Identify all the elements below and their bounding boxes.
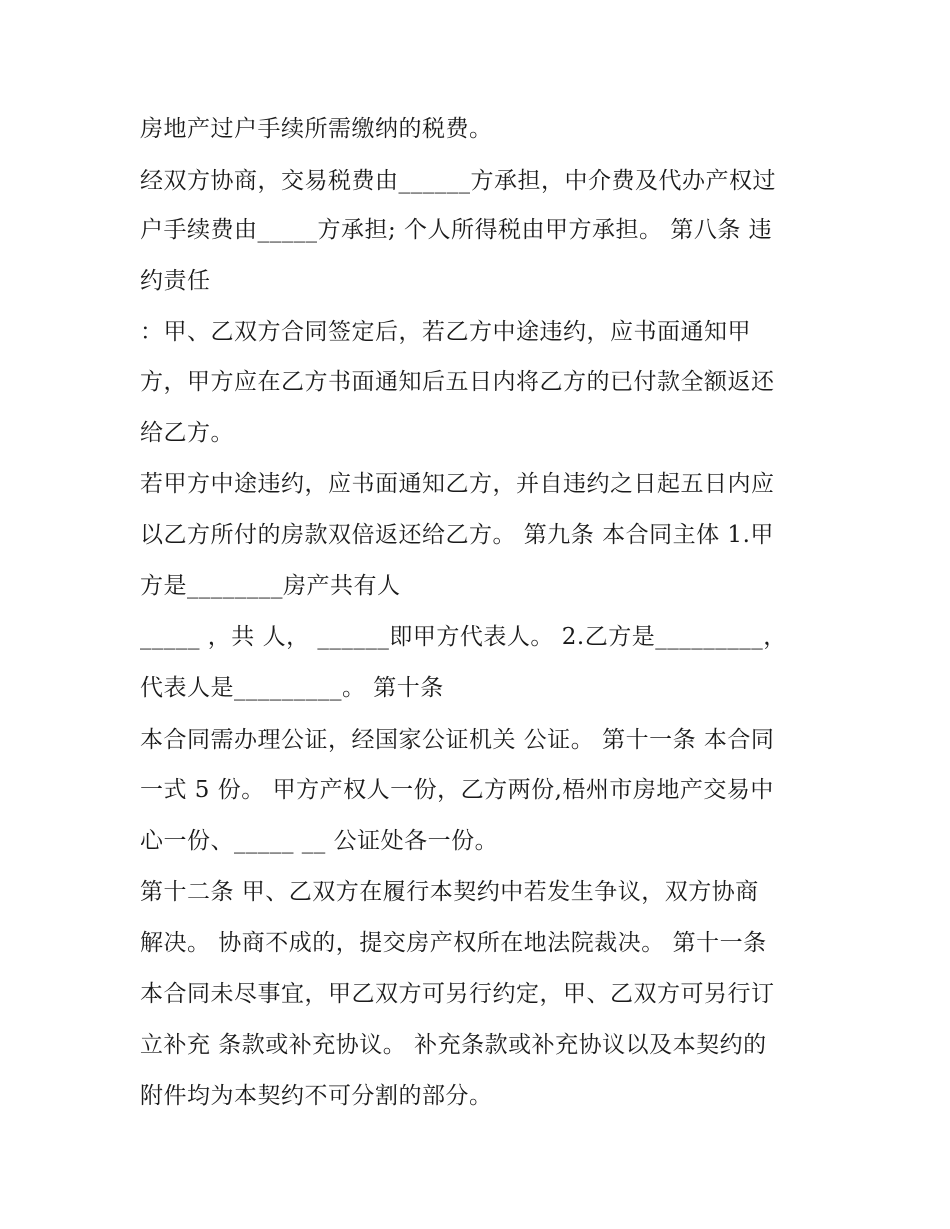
text-line: 一式 5 份。 甲方产权人一份，乙方两份,梧州市房地产交易中 [140,777,774,803]
text-line: 附件均为本契约不可分割的部分。 [140,1083,493,1109]
text-line: 方是________房产共有人 [140,573,401,599]
text-line: 本合同未尽事宜，甲乙双方可另行约定，甲、乙双方可另行订 [140,981,775,1007]
text-line: 约责任 [140,268,211,294]
text-line: ：甲、乙双方合同签定后，若乙方中途违约，应书面通知甲 [140,319,751,345]
text-line: 第十二条 甲、乙双方在履行本契约中若发生争议，双方协商 [140,879,759,905]
text-line: 以乙方所付的房款双倍返还给乙方。 第九条 本合同主体 1.甲 [140,522,774,548]
text-line: 本合同需办理公证，经国家公证机关 公证。 第十一条 本合同 [140,727,775,753]
text-line: 心一份、_____ __ 公证处各一份。 [140,828,499,854]
text-line: 房地产过户手续所需缴纳的税费。 [140,116,493,142]
text-line: 经双方协商，交易税费由______方承担，中介费及代办产权过 [140,168,776,194]
text-line: _____ ，共 人， ______即甲方代表人。 2.乙方是_________， [140,624,787,650]
text-line: 给乙方。 [140,420,234,446]
text-line: 解决。 协商不成的，提交房产权所在地法院裁决。 第十一条 [140,930,767,956]
text-line: 代表人是_________。 第十条 [140,675,444,701]
text-line: 若甲方中途违约，应书面通知乙方，并自违约之日起五日内应 [140,471,775,497]
text-line: 方，甲方应在乙方书面通知后五日内将乙方的已付款全额返还 [140,369,775,395]
text-line: 户手续费由_____方承担; 个人所得税由甲方承担。 第八条 违 [140,217,773,243]
text-line: 立补充 条款或补充协议。 补充条款或补充协议以及本契约的 [140,1032,767,1058]
